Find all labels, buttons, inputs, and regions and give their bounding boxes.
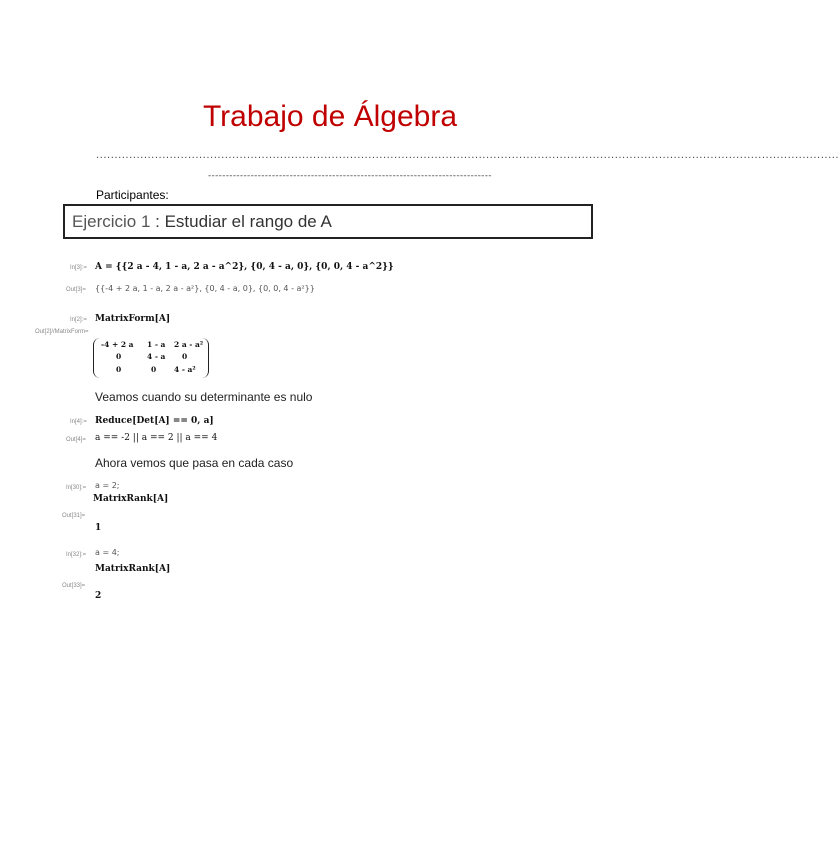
matrix-cell: 2 a - a² [174,340,204,349]
cell-label-in30: In[30]:= [66,485,87,491]
matrix-cell: 0 [182,352,188,361]
cell-label-in2: In[2]:= [70,317,87,323]
cell-label-out4: Out[4]= [66,437,86,443]
dotted-rule: .......................................................................................................................................................................................................... [96,150,839,161]
matrix-cell: 4 - a [147,352,166,361]
output-cell-out4: a == -2 || a == 2 || a == 4 [95,433,218,443]
matrix-cell: 1 - a [147,340,166,349]
dashed-rule: -------------------------------------------------------------------------------- [208,171,492,181]
cell-label-out31: Out[31]= [62,513,86,519]
text-determinant-note: Veamos cuando su determinante es nulo [95,390,313,404]
cell-label-in3: In[3]:= [70,265,87,271]
matrix-output [93,338,209,378]
cell-label-out2: Out[2]//MatrixForm= [35,329,89,335]
matrix-cell: 0 [151,365,157,374]
matrix-cell: 0 [116,352,122,361]
document-title: Trabajo de Álgebra [202,100,458,133]
text-case-analysis: Ahora vemos que pasa en cada caso [95,456,294,470]
output-cell-out31: 1 [95,523,102,533]
section-separator: : [150,212,165,231]
section-title: Estudiar el rango de A [164,212,332,231]
cell-label-in32: In[32]:= [66,552,87,558]
input-cell-in32-line1[interactable]: a = 4; [95,548,120,557]
input-cell-in32-line2[interactable]: MatrixRank[A] [95,564,171,574]
cell-label-in4: In[4]:= [70,419,87,425]
section-header[interactable] [63,204,593,239]
matrix-cell: -4 + 2 a [101,340,134,349]
output-cell-out3: {{-4 + 2 a, 1 - a, 2 a - a²}, {0, 4 - a, 0}, {0, 0, 4 - a²}} [95,284,315,293]
matrix-cell: 0 [116,365,122,374]
input-cell-in4[interactable]: Reduce[Det[A] == 0, a] [95,416,214,426]
cell-label-out3: Out[3]= [66,287,86,293]
section-prefix: Ejercicio 1 [72,212,151,231]
input-cell-in30-line1[interactable]: a = 2; [95,481,120,490]
input-cell-in2[interactable]: MatrixForm[A] [95,314,171,324]
input-cell-in30-line2[interactable]: MatrixRank[A] [93,494,169,504]
matrix-cell: 4 - a² [174,365,196,374]
input-cell-in3[interactable]: A = {{2 a - 4, 1 - a, 2 a - a^2}, {0, 4 - a, 0}, {0, 0, 4 - a^2}} [95,262,394,272]
output-cell-out33: 2 [95,591,102,601]
participants-label: Participantes: [96,188,169,202]
cell-label-out33: Out[33]= [62,583,86,589]
